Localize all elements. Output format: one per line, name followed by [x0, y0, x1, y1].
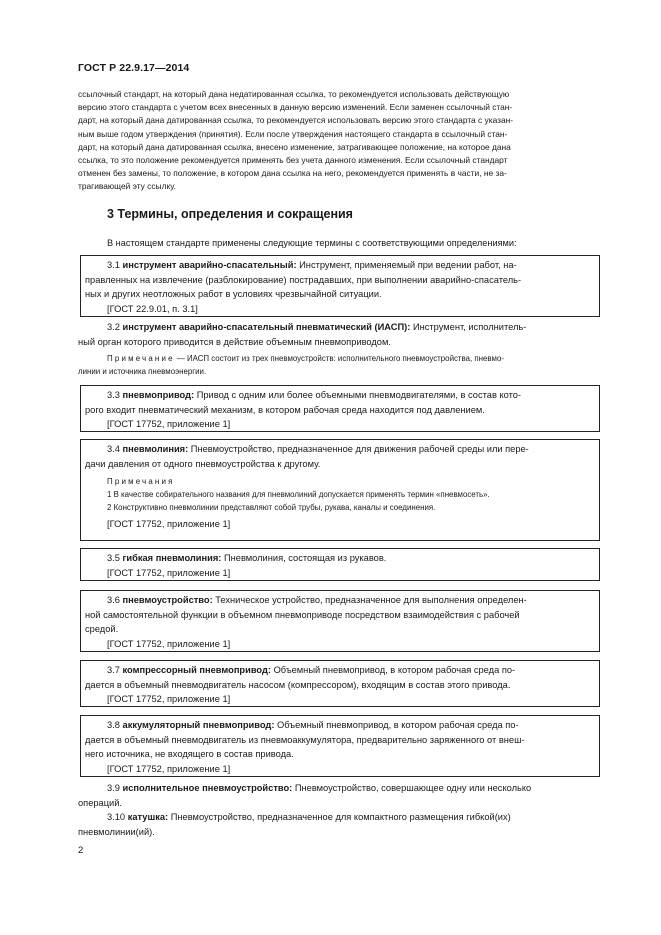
section-lead: В настоящем стандарте применены следующие термины с соответствующими определениями:	[107, 238, 517, 248]
definition-line: Пневмоустройство, совершающее одну или несколько	[292, 783, 532, 793]
term-number: 3.7	[107, 665, 120, 675]
intro-line: ссылка, то это положение рекомендуется применять без учета данного изменения. Если ссылочный стандарт	[78, 155, 508, 166]
source-reference: [ГОСТ 17752, приложение 1]	[107, 519, 231, 529]
definition-line: средой.	[85, 624, 119, 634]
intro-line: трагивающей эту ссылку.	[78, 181, 176, 192]
term-3-9	[78, 781, 598, 810]
definition-line: Пневмоустройство, предназначенное для движения рабочей среды или пере-	[188, 444, 529, 454]
definition-line: дается в объемный пневмодвигатель насосом (компрессором), входящим в состав этого привода.	[85, 679, 511, 690]
source-reference: [ГОСТ 17752, приложение 1]	[107, 694, 231, 704]
definition-line: Инструмент, применяемый при ведении работ, на-	[296, 260, 517, 270]
definition-line: пневмолинии(ий).	[78, 826, 155, 837]
term-number: 3.2	[107, 322, 120, 332]
term-name: пневмоустройство:	[122, 595, 213, 605]
definition-line: дачи давления от одного пневмоустройства к другому.	[85, 458, 321, 469]
note-item: 2 Конструктивно пневмолинии представляют собой трубы, рукава, каналы и соединения.	[107, 503, 436, 512]
term-name: исполнительное пневмоустройство:	[122, 783, 293, 793]
term-name: аккумуляторный пневмопривод:	[122, 720, 275, 730]
intro-line: ссылочный стандарт, на который дана недатированная ссылка, то рекомендуется использовать действующую	[78, 89, 510, 99]
intro-line: ным выше годом утверждения (принятия). Если после утверждения настоящего стандарта в ссылочный стан-	[78, 128, 508, 139]
source-reference: [ГОСТ 17752, приложение 1]	[107, 419, 231, 429]
term-name: гибкая пневмолиния:	[122, 553, 222, 563]
term-name: пневмопривод:	[122, 390, 195, 400]
term-number: 3.5	[107, 553, 120, 563]
term-number: 3.8	[107, 720, 120, 730]
term-number: 3.1	[107, 260, 120, 270]
definition-line: правленных на извлечение (разблокирование) пострадавших, при выполнении аварийно-спасатель-	[85, 274, 522, 285]
term-name: пневмолиния:	[122, 444, 189, 454]
term-name: компрессорный пневмопривод:	[122, 665, 271, 675]
term-number: 3.6	[107, 595, 120, 605]
intro-paragraph	[78, 88, 596, 194]
page-header: ГОСТ Р 22.9.17—2014	[78, 62, 190, 74]
note-line: линии и источника пневмоэнергии.	[78, 367, 207, 376]
source-reference: [ГОСТ 22.9.01, п. 3.1]	[107, 303, 198, 314]
term-3-1-box	[80, 255, 600, 317]
definition-line: Объемный пневмопривод, в котором рабочая среда по-	[274, 720, 519, 730]
term-3-10	[78, 810, 598, 839]
page-number: 2	[78, 845, 84, 856]
definition-line: Пневмолиния, состоящая из рукавов.	[221, 553, 387, 563]
source-reference: [ГОСТ 17752, приложение 1]	[107, 567, 231, 578]
definition-line: операций.	[78, 797, 123, 808]
term-3-4-box	[80, 439, 600, 541]
section-heading: 3 Термины, определения и сокращения	[107, 207, 353, 221]
definition-line: ный орган которого приводится в действие объемным пневмоприводом.	[78, 336, 391, 347]
term-3-7-box	[80, 660, 600, 707]
definition-line: Объемный пневмопривод, в котором рабочая среда по-	[270, 665, 516, 675]
definition-line: Инструмент, исполнитель-	[410, 322, 527, 332]
term-3-6-box	[80, 590, 600, 652]
intro-line: дарт, на который дана датированная ссылка, внесено изменение, затрагивающее положение, на которое дана	[78, 141, 511, 152]
term-name: инструмент аварийно-спасательный пневматический (ИАСП):	[122, 322, 411, 332]
term-3-2-note	[78, 352, 598, 378]
term-number: 3.3	[107, 390, 120, 400]
term-number: 3.4	[107, 444, 120, 454]
source-reference: [ГОСТ 17752, приложение 1]	[107, 763, 231, 774]
notes-label: Примечания	[107, 477, 175, 486]
note-label: Примечание	[107, 354, 175, 363]
definition-line: рого входит пневматический механизм, в котором рабочая среда находится под давлением.	[85, 404, 485, 415]
definition-line: Привод с одним или более объемными пневмодвигателями, в состав кото-	[194, 390, 522, 400]
intro-line: дарт, на который дана датированная ссылка, то рекомендуется использовать версию этого стандарта с указан-	[78, 115, 514, 126]
term-3-2	[78, 320, 598, 349]
intro-line: отменен без замены, то положение, в котором дана ссылка на него, рекомендуется применять в части, не за-	[78, 168, 507, 179]
note-line: — ИАСП состоит из трех пневмоустройств: исполнительного пневмоустройства, пневмо-	[174, 354, 504, 363]
definition-line: ной самостоятельной функции в объемном пневмоприводе посредством взаимодействия с рабочей	[85, 609, 520, 620]
definition-line: Техническое устройство, предназначенное для выполнения определен-	[212, 595, 527, 605]
term-name: катушка:	[127, 812, 169, 822]
term-name: инструмент аварийно-спасательный:	[122, 260, 297, 270]
definition-line: ных и других неотложных работ в условиях чрезвычайной ситуации.	[85, 289, 382, 299]
definition-line: него источника, не входящего в состав привода.	[85, 749, 294, 759]
term-3-8-box	[80, 715, 600, 777]
term-number: 3.10	[107, 812, 126, 822]
note-item: 1 В качестве собирательного названия для пневмолиний допускается применять термин «пневмосеть».	[107, 490, 490, 499]
term-3-3-box	[80, 385, 600, 432]
source-reference: [ГОСТ 17752, приложение 1]	[107, 638, 231, 649]
term-number: 3.9	[107, 783, 120, 793]
term-3-5-box	[80, 548, 600, 581]
definition-line: дается в объемный пневмодвигатель из пневмоаккумулятора, предварительно заряженного от внеш-	[85, 734, 525, 745]
intro-line: версию этого стандарта с учетом всех внесенных в данную версию изменений. Если заменен ссылочный стан-	[78, 102, 513, 113]
notes-block	[81, 475, 595, 514]
definition-line: Пневмоустройство, предназначенное для компактного размещения гибкой(их)	[168, 812, 511, 822]
